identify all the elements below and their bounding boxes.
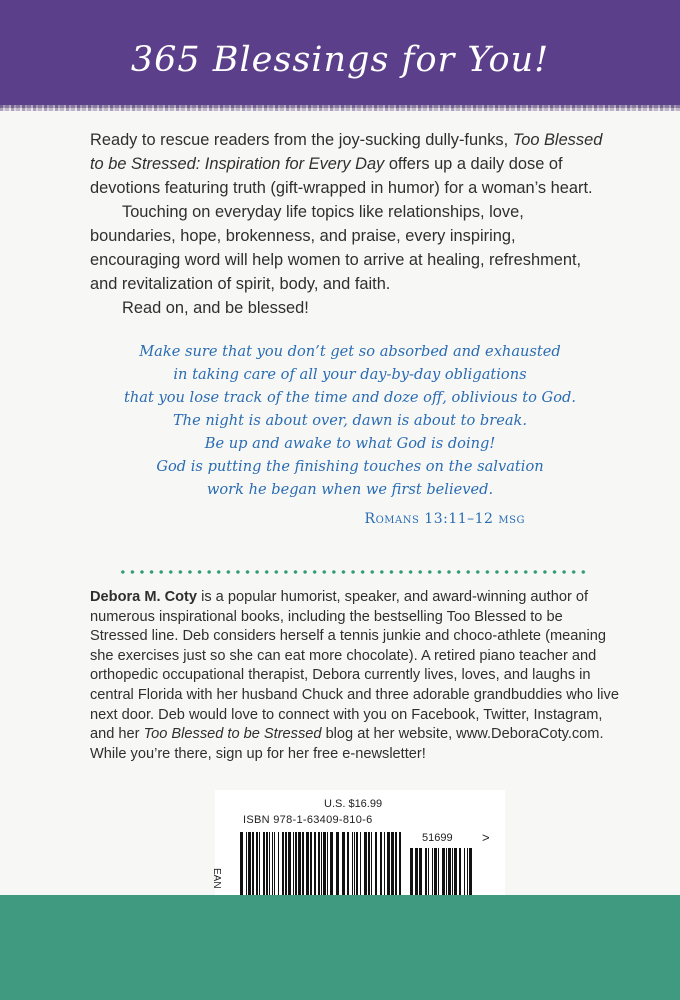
scripture-line: The night is about over, dawn is about to break. bbox=[172, 412, 528, 429]
scripture-line: that you lose track of the time and doze off, oblivious to God. bbox=[124, 389, 576, 406]
scripture-quote bbox=[90, 340, 610, 501]
cover-title: 365 Blessings for You! bbox=[130, 40, 550, 80]
description-paragraph-2: Touching on everyday life topics like relationships, love, boundaries, hope, brokenness, and praise, every inspiring, encouraging word will help women to arrive at healing, refreshment, and revitalization of spirit, body, and faith. bbox=[90, 203, 582, 293]
scripture-reference: Romans 13:11–12 msg bbox=[364, 511, 525, 527]
back-cover-content bbox=[90, 128, 610, 527]
scripture-line: in taking care of all your day-by-day obligations bbox=[173, 366, 527, 383]
bio-text: blog at her website, www.DeboraCoty.com. While you’re there, sign up for her free e-newsletter! bbox=[90, 726, 604, 762]
description-paragraph-1 bbox=[90, 128, 610, 200]
ean-label: EAN bbox=[211, 868, 222, 889]
footer-band bbox=[0, 895, 680, 1000]
series-title-italic: Too Blessed to be Stressed bbox=[143, 726, 322, 743]
desc-text: offers up a daily dose of devotions featuring truth (gift-wrapped in humor) for a woman’s heart. bbox=[90, 155, 593, 197]
book-description bbox=[90, 128, 610, 320]
scripture-line: work he began when we first believed. bbox=[206, 481, 494, 498]
scripture-line: Be up and awake to what God is doing! bbox=[204, 435, 496, 452]
addon-arrow: > bbox=[482, 830, 490, 845]
book-title-italic: Too Blessed to be Stressed: Inspiration for Every Day bbox=[90, 131, 603, 173]
author-bio bbox=[90, 588, 620, 764]
isbn-label: ISBN 978-1-63409-810-6 bbox=[243, 814, 373, 826]
scripture-line: God is putting the finishing touches on the salvation bbox=[156, 458, 544, 475]
scripture-line: Make sure that you don’t get so absorbed and exhausted bbox=[139, 343, 561, 360]
header-band bbox=[0, 0, 680, 108]
bio-text: is a popular humorist, speaker, and award-winning author of numerous inspirational books, including the bestselling Too Blessed to be Stressed line. Deb considers herself a tennis junkie and choco-athlete (meaning she exercises just so she can eat more chocolate). A retired piano teacher and orthopedic occupational therapist, Debora currently lives, loves, and laughs in central Florida with her husband Chuck and three adorable grandbuddies who live next door. Deb would love to connect with you on Facebook, Twitter, Instagram, and her bbox=[90, 589, 619, 743]
dotted-divider bbox=[118, 570, 588, 574]
desc-text: Ready to rescue readers from the joy-sucking dully-funks, bbox=[90, 131, 513, 149]
addon-price-code: 51699 bbox=[422, 832, 453, 844]
description-paragraph-3: Read on, and be blessed! bbox=[122, 299, 309, 317]
price-label: U.S. $16.99 bbox=[324, 798, 383, 810]
author-name: Debora M. Coty bbox=[90, 589, 198, 605]
